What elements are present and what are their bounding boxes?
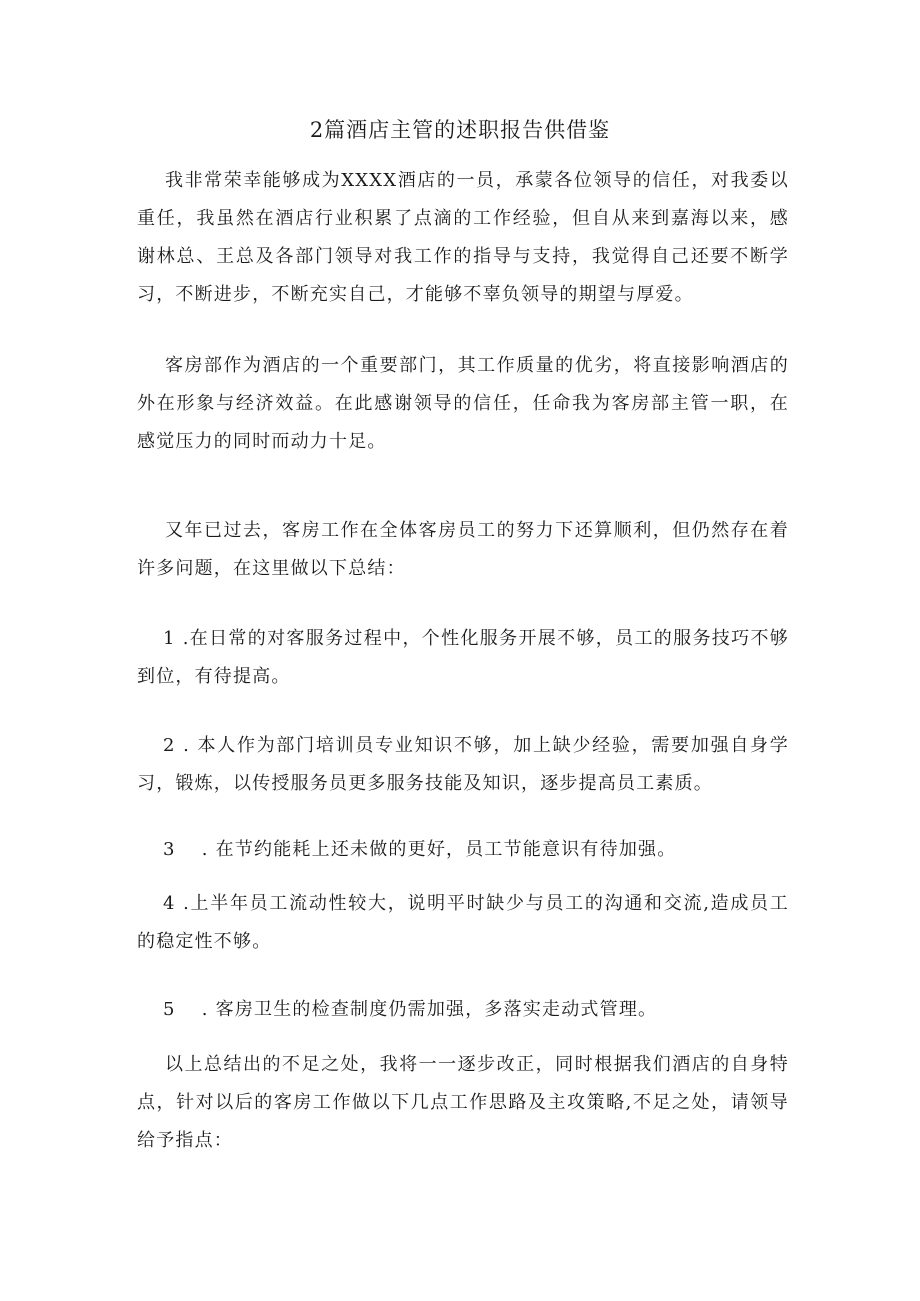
list-item-1: 1 .在日常的对客服务过程中，个性化服务开展不够，员工的服务技巧不够到位，有待提高。	[137, 628, 789, 687]
paragraph-intro: 我非常荣幸能够成为XXXX酒店的一员，承蒙各位领导的信任，对我委以重任，我虽然在酒店行业积累了点滴的工作经验，但自从来到嘉海以来，感谢林总、王总及各部门领导对我工作的指导与支持，我觉得自己还要不断学习，不断进步，不断充实自己，才能够不辜负领导的期望与厚爱。	[137, 170, 789, 305]
list-item-4: 4 .上半年员工流动性较大，说明平时缺少与员工的沟通和交流,造成员工的稳定性不够。	[137, 893, 789, 952]
paragraph-department: 客房部作为酒店的一个重要部门，其工作质量的优劣，将直接影响酒店的外在形象与经济效益。在此感谢领导的信任，任命我为客房部主管一职，在感觉压力的同时而动力十足。	[137, 355, 789, 452]
paragraph-summary: 又年已过去，客房工作在全体客房员工的努力下还算顺利，但仍然存在着许多问题，在这里做以下总结：	[137, 520, 789, 579]
document-title: 2篇酒店主管的述职报告供借鉴	[309, 118, 611, 142]
list-item-3: 3 . 在节约能耗上还未做的更好，员工节能意识有待加强。	[163, 839, 677, 860]
list-item-2: 2 . 本人作为部门培训员专业知识不够，加上缺少经验，需要加强自身学习，锻炼，以传授服务员更多服务技能及知识，逐步提高员工素质。	[137, 735, 789, 794]
paragraph-conclusion: 以上总结出的不足之处，我将一一逐步改正，同时根据我们酒店的自身特点，针对以后的客房工作做以下几点工作思路及主攻策略,不足之处，请领导给予指点：	[137, 1054, 789, 1151]
list-item-5: 5 . 客房卫生的检查制度仍需加强，多落实走动式管理。	[163, 999, 658, 1020]
